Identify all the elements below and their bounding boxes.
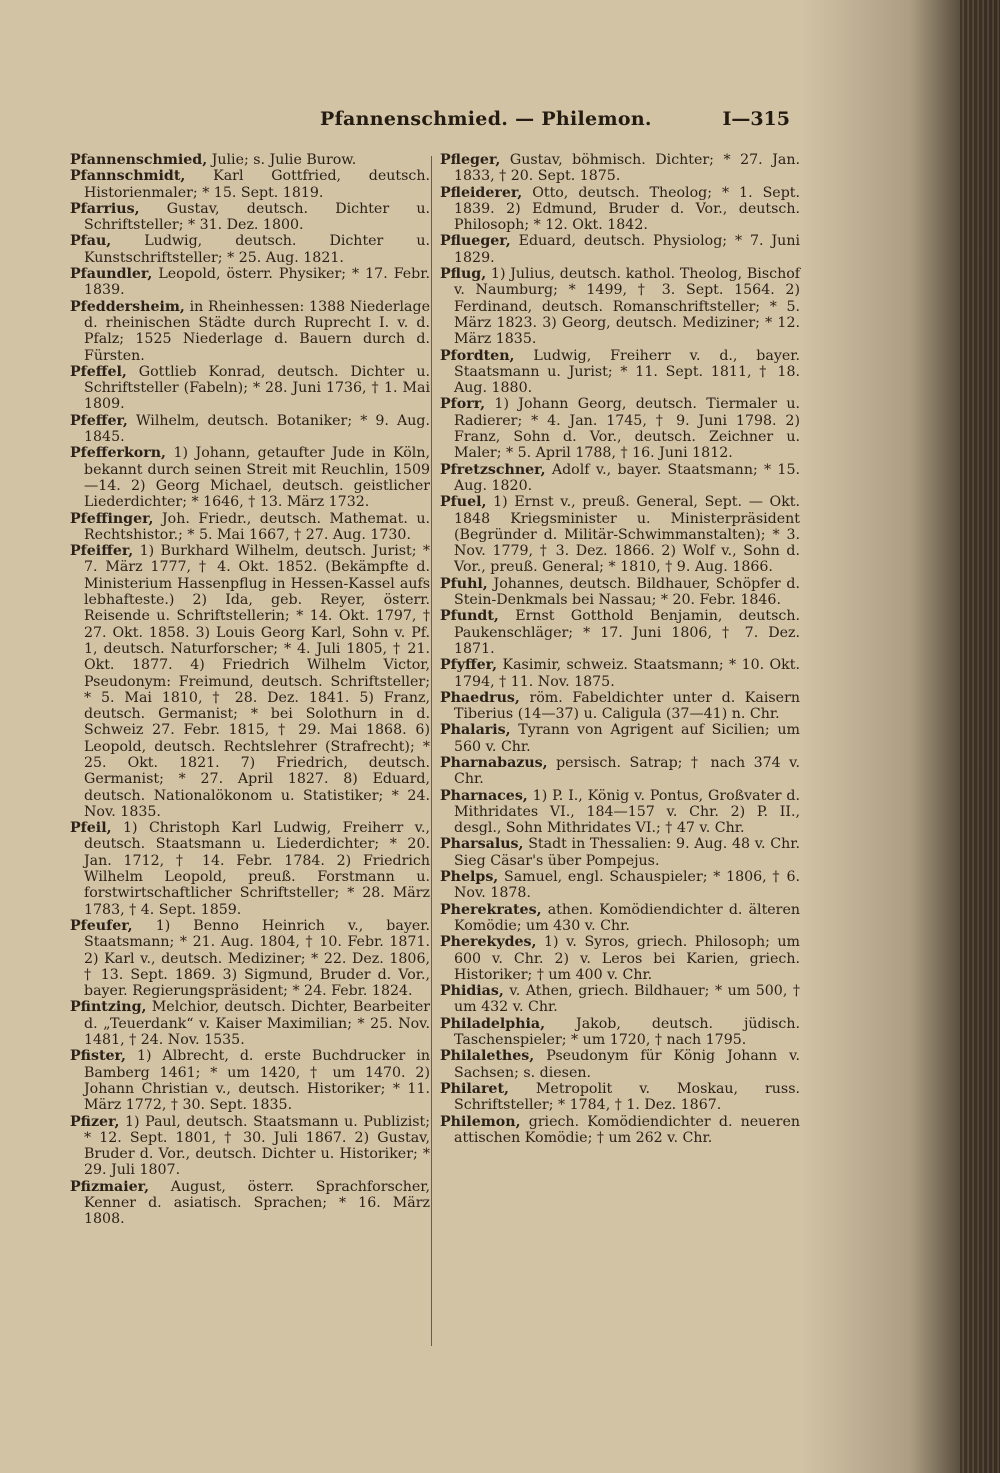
- entry-text: Metropolit v. Moskau, russ. Schriftsteller; * 1784, † 1. Dez. 1867.: [454, 1080, 800, 1114]
- entry-text: Ludwig, deutsch. Dichter u. Kunstschriftsteller; * 25. Aug. 1821.: [84, 233, 431, 266]
- entry-text: 1) Johann Georg, deutsch. Tiermaler u. Radierer; * 4. Jan. 1745, † 9. Juni 1798. 2) Franz, Sohn d. Vor., deutsch. Zeichner u. Maler; * 5. April 1788, † 16. Juni 1812.: [454, 396, 800, 462]
- entry-text: August, österr. Sprachforscher, Kenner d. asiatisch. Sprachen; * 16. März 1808.: [84, 1178, 430, 1228]
- dictionary-entry: [440, 983, 800, 1016]
- entry-headword: Pfeddersheim,: [70, 298, 185, 315]
- entry-text: Julie; s. Julie Burow.: [211, 152, 357, 168]
- entry-text: 1) Ernst v., preuß. General, Sept. — Okt. 1848 Kriegsminister u. Ministerpräsident (Begründer d. Militär-Schwimmanstalten); * 3. Nov. 1779, † 3. Dez. 1866. 2) Wolf v., Sohn d. Vor., preuß. General; * 1810, † 9. Aug. 1866.: [454, 494, 800, 576]
- dictionary-entry: [70, 511, 430, 544]
- entry-headword: Pfleger,: [440, 152, 501, 168]
- entry-headword: Pflug,: [440, 266, 487, 283]
- entry-text: persisch. Satrap; † nach 374 v. Chr.: [454, 754, 800, 788]
- entry-headword: Philalethes,: [440, 1048, 535, 1065]
- entry-headword: Pharsalus,: [440, 836, 524, 853]
- entry-text: Jakob, deutsch. jüdisch. Taschenspieler; * um 1720, † nach 1795.: [454, 1015, 800, 1049]
- dictionary-entry: [70, 152, 430, 168]
- entry-headword: Pfister,: [70, 1048, 126, 1065]
- entry-headword: Pfeffer,: [70, 412, 128, 429]
- entry-headword: Pfeiffer,: [70, 543, 134, 560]
- entry-text: röm. Fabeldichter unter d. Kaisern Tiberius (14—37) u. Caligula (37—41) n. Chr.: [454, 689, 801, 723]
- dictionary-entry: [70, 233, 430, 266]
- entry-text: in Rheinhessen: 1388 Niederlage d. rheinischen Städte durch Ruprecht I. v. d. Pfalz; 1525 Niederlage d. Bauern durch d. Fürsten.: [84, 298, 430, 364]
- entry-headword: Pfeufer,: [70, 917, 133, 934]
- entry-text: athen. Komödiendichter d. älteren Komödie; um 430 v. Chr.: [454, 901, 800, 934]
- dictionary-entry: [440, 462, 800, 495]
- dictionary-entry: [70, 1179, 430, 1228]
- entry-text: Otto, deutsch. Theolog; * 1. Sept. 1839. 2) Edmund, Bruder d. Vor., deutsch. Philosoph; * 12. Okt. 1842.: [454, 184, 800, 234]
- entry-text: 1) P. I., König v. Pontus, Großvater d. Mithridates VI., 184—157 v. Chr. 2) P. II., desgl., Sohn Mithridates VI.; † 47 v. Chr.: [454, 787, 800, 837]
- entry-headword: Phidias,: [440, 983, 504, 1000]
- dictionary-entry: [440, 869, 800, 902]
- entry-text: Joh. Friedr., deutsch. Mathemat. u. Rechtshistor.; * 5. Mai 1667, † 27. Aug. 1730.: [84, 510, 430, 543]
- dictionary-entry: [440, 836, 800, 869]
- dictionary-entry: [440, 722, 800, 755]
- entry-text: Johannes, deutsch. Bildhauer, Schöpfer d. Stein-Denkmals bei Nassau; * 20. Febr. 1846.: [454, 575, 800, 609]
- entry-headword: Pfeffel,: [70, 363, 127, 380]
- dictionary-entry: [440, 1114, 800, 1147]
- entry-headword: Philaret,: [440, 1080, 509, 1097]
- dictionary-entry: [70, 266, 430, 299]
- entry-text: Kasimir, schweiz. Staatsmann; * 10. Okt. 1794, † 11. Nov. 1875.: [454, 657, 800, 690]
- dictionary-entry: [440, 348, 800, 397]
- entry-text: Melchior, deutsch. Dichter, Bearbeiter d. „Teuerdank“ v. Kaiser Maximilian; * 25. Nov. 1481, † 24. Nov. 1535.: [84, 999, 430, 1049]
- entry-text: 1) Julius, deutsch. kathol. Theolog, Bischof v. Naumburg; * 1499, † 3. Sept. 1564. 2) Ferdinand, deutsch. Romanschriftsteller; * 5. März 1823. 3) Georg, deutsch. Mediziner; * 12. März 1835.: [454, 266, 800, 348]
- entry-text: 1) v. Syros, griech. Philosoph; um 600 v. Chr. 2) v. Leros bei Karien, griech. Historiker; † um 400 v. Chr.: [454, 934, 800, 983]
- entry-text: 1) Albrecht, d. erste Buchdrucker in Bamberg 1461; * um 1420, † um 1470. 2) Johann Christian v., deutsch. Historiker; * 11. März 1772, † 30. Sept. 1835.: [84, 1048, 430, 1114]
- entry-headword: Pfyffer,: [440, 657, 498, 674]
- header-title: Pfannenschmied. — Philemon.: [320, 108, 652, 130]
- dictionary-entry: [440, 1048, 800, 1081]
- dictionary-entry: [70, 201, 430, 234]
- entry-headword: Pfannenschmied,: [70, 152, 208, 168]
- entry-headword: Pfizmaier,: [70, 1178, 150, 1195]
- entry-headword: Phalaris,: [440, 722, 511, 739]
- entry-headword: Philadelphia,: [440, 1015, 546, 1032]
- dictionary-entry: [70, 168, 430, 201]
- dictionary-entry: [440, 185, 800, 234]
- entry-headword: Pfleiderer,: [440, 184, 523, 201]
- dictionary-entry: [440, 608, 800, 657]
- dictionary-entry: [70, 820, 430, 918]
- dictionary-entry: [70, 918, 430, 999]
- dictionary-entry: [440, 233, 800, 266]
- entry-headword: Pfundt,: [440, 608, 499, 625]
- entry-text: Gustav, deutsch. Dichter u. Schriftsteller; * 31. Dez. 1800.: [84, 200, 430, 234]
- column-divider: [431, 156, 432, 1346]
- entry-headword: Pherekydes,: [440, 934, 537, 951]
- entry-headword: Pfefferkorn,: [70, 445, 166, 462]
- entry-text: Ernst Gotthold Benjamin, deutsch. Paukenschläger; * 17. Juni 1806, † 7. Dez. 1871.: [454, 608, 800, 657]
- entry-headword: Philemon,: [440, 1113, 521, 1130]
- entry-text: Gottlieb Konrad, deutsch. Dichter u. Schriftsteller (Fabeln); * 28. Juni 1736, † 1. Mai 1809.: [84, 363, 430, 413]
- dictionary-entry: [440, 788, 800, 837]
- dictionary-entry: [440, 1016, 800, 1049]
- entry-headword: Pfau,: [70, 233, 112, 250]
- entry-headword: Pfintzing,: [70, 999, 147, 1016]
- dictionary-entry: [440, 755, 800, 788]
- entry-text: griech. Komödiendichter d. neueren attischen Komödie; † um 262 v. Chr.: [454, 1113, 800, 1146]
- dictionary-entry: [440, 690, 800, 723]
- entry-text: 1) Johann, getaufter Jude in Köln, bekannt durch seinen Streit mit Reuchlin, 1509—14. 2) Georg Michael, deutsch. geistlicher Liederdichter; * 1646, † 13. März 1732.: [84, 445, 430, 511]
- dictionary-entry: [440, 152, 800, 185]
- page-number: I—315: [722, 108, 790, 130]
- dictionary-entry: [440, 934, 800, 983]
- dictionary-entry: [70, 1114, 430, 1179]
- entry-text: v. Athen, griech. Bildhauer; * um 500, † um 432 v. Chr.: [454, 983, 800, 1016]
- book-page-stack: [960, 0, 1000, 1473]
- dictionary-entry: [70, 364, 430, 413]
- entry-text: Gustav, böhmisch. Dichter; * 27. Jan. 1833, † 20. Sept. 1875.: [454, 152, 800, 185]
- entry-text: Tyrann von Agrigent auf Sicilien; um 560 v. Chr.: [454, 722, 800, 755]
- entry-headword: Pharnabazus,: [440, 754, 548, 771]
- entry-headword: Phaedrus,: [440, 689, 520, 706]
- entry-headword: Phelps,: [440, 869, 499, 886]
- dictionary-entry: [440, 494, 800, 575]
- dictionary-entry: [440, 266, 800, 347]
- entry-text: Stadt in Thessalien: 9. Aug. 48 v. Chr. Sieg Cäsar's über Pompejus.: [454, 836, 800, 869]
- entry-headword: Pfarrius,: [70, 200, 140, 217]
- dictionary-entry: [440, 902, 800, 935]
- dictionary-entry: [70, 413, 430, 446]
- entry-text: Leopold, österr. Physiker; * 17. Febr. 1839.: [84, 266, 430, 299]
- entry-headword: Pfizer,: [70, 1113, 120, 1130]
- entry-text: Pseudonym für König Johann v. Sachsen; s. diesen.: [454, 1048, 801, 1081]
- entry-headword: Pfaundler,: [70, 266, 153, 283]
- entry-text: 1) Christoph Karl Ludwig, Freiherr v., deutsch. Staatsmann u. Liederdichter; * 20. Jan. 1712, † 14. Febr. 1784. 2) Friedrich Wilhelm Leopold, preuß. Forstmann u. forstwirtschaftlicher Schriftsteller; * 28. März 1783, † 4. Sept. 1859.: [84, 820, 431, 918]
- entry-text: 1) Benno Heinrich v., bayer. Staatsmann; * 21. Aug. 1804, † 10. Febr. 1871. 2) Karl v., deutsch. Mediziner; * 22. Dez. 1806, † 13. Sept. 1869. 3) Sigmund, Bruder d. Vor., bayer. Regierungspräsident; * 24. Febr. 1824.: [84, 917, 430, 1000]
- entry-text: Adolf v., bayer. Staatsmann; * 15. Aug. 1820.: [454, 461, 801, 494]
- entry-text: Karl Gottfried, deutsch. Historienmaler; * 15. Sept. 1819.: [84, 168, 430, 201]
- dictionary-entry: [70, 543, 430, 820]
- entry-text: 1) Paul, deutsch. Staatsmann u. Publizist; * 12. Sept. 1801, † 30. Juli 1867. 2) Gustav, Bruder d. Vor., deutsch. Dichter u. Historiker; * 29. Juli 1807.: [84, 1113, 430, 1179]
- dictionary-entry: [70, 299, 430, 364]
- dictionary-entry: [70, 999, 430, 1048]
- entry-headword: Pharnaces,: [440, 787, 528, 804]
- dictionary-entry: [70, 1048, 430, 1113]
- left-column: [70, 152, 430, 1228]
- entry-text: Samuel, engl. Schauspieler; * 1806, † 6. Nov. 1878.: [454, 869, 800, 902]
- entry-headword: Pherekrates,: [440, 901, 542, 918]
- entry-headword: Pfuel,: [440, 494, 487, 511]
- dictionary-entry: [440, 1081, 800, 1114]
- dictionary-entry: [440, 396, 800, 461]
- entry-text: Ludwig, Freiherr v. d., bayer. Staatsmann u. Jurist; * 11. Sept. 1811, † 18. Aug. 1880.: [454, 347, 800, 397]
- entry-headword: Pforr,: [440, 396, 486, 413]
- dictionary-entry: [440, 657, 800, 690]
- entry-headword: Pflueger,: [440, 233, 511, 250]
- dictionary-entry: [440, 576, 800, 609]
- entry-headword: Pfeil,: [70, 820, 112, 837]
- running-header: [320, 108, 790, 142]
- dictionary-entry: [70, 445, 430, 510]
- entry-text: Wilhelm, deutsch. Botaniker; * 9. Aug. 1845.: [84, 412, 430, 446]
- entry-headword: Pfretzschner,: [440, 461, 546, 478]
- entry-text: Eduard, deutsch. Physiolog; * 7. Juni 1829.: [454, 233, 800, 266]
- entry-headword: Pfeffinger,: [70, 510, 154, 527]
- entry-headword: Pfuhl,: [440, 575, 488, 592]
- entry-headword: Pfannschmidt,: [70, 168, 186, 185]
- entry-text: 1) Burkhard Wilhelm, deutsch. Jurist; * 7. März 1777, † 4. Okt. 1852. (Bekämpfte d. Ministerium Hassenpflug in Hessen-Kassel aufs lebhafteste.) 2) Ida, geb. Reyer, österr. Reisende u. Schriftstellerin; * 14. Okt. 1797, † 27. Okt. 1858. 3) Louis Georg Karl, Sohn v. Pf. 1, deutsch. Naturforscher; * 4. Juli 1805, † 21. Okt. 1877. 4) Friedrich Wilhelm Victor, Pseudonym: Freimund, deutsch. Schriftsteller; * 5. Mai 1810, † 28. Dez. 1841. 5) Franz, deutsch. Germanist; * bei Solothurn in d. Schweiz 27. Febr. 1815, † 29. Mai 1868. 6) Leopold, deutsch. Rechtslehrer (Strafrecht); * 25. Okt. 1821. 7) Friedrich, deutsch. Germanist; * 27. April 1827. 8) Eduard, deutsch. Nationalökonom u. Statistiker; * 24. Nov. 1835.: [84, 543, 430, 820]
- right-column: [440, 152, 800, 1146]
- entry-headword: Pfordten,: [440, 347, 515, 364]
